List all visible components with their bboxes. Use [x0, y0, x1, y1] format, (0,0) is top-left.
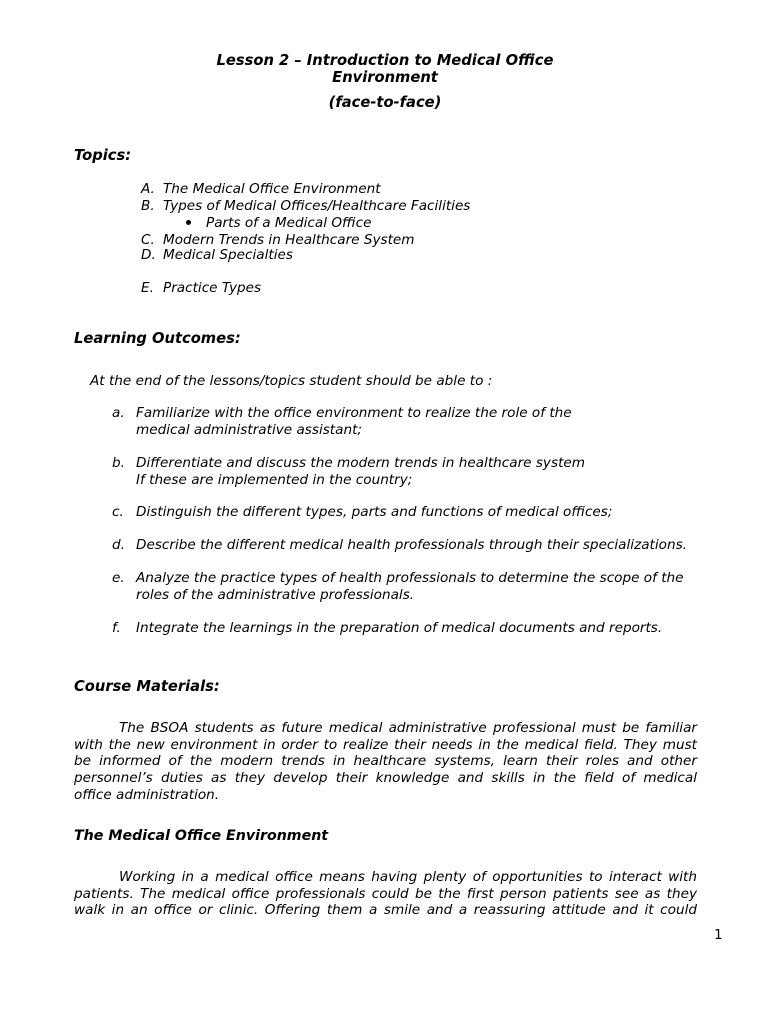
outcome-text [136, 537, 687, 554]
outcome-item-f [112, 620, 662, 637]
paragraph-line: patients. The medical office professionals could be the first person patients see as they [74, 885, 697, 902]
topic-item-b [141, 198, 470, 214]
paragraph-line: Working in a medical office means having plenty of opportunities to interact with [119, 869, 697, 885]
page-number: 1 [714, 927, 723, 943]
topic-item-d [141, 247, 293, 263]
paragraph-line: be informed of the modern trends in healthcare systems, learn their roles and other [74, 753, 697, 770]
bullet-icon [186, 220, 191, 225]
outcome-line: Differentiate and discuss the modern trends in healthcare system [136, 455, 585, 471]
outcome-marker: f. [112, 620, 121, 636]
outcome-line: Familiarize with the office environment to realize the role of the [136, 405, 572, 421]
outcome-line: Integrate the learnings in the preparation of medical documents and reports. [136, 620, 663, 636]
outcome-line: Describe the different medical health professionals through their specializations. [136, 537, 687, 553]
topic-text: Types of Medical Offices/Healthcare Facilities [163, 198, 471, 214]
topic-subitem [186, 215, 371, 231]
document-subtitle: (face-to-face) [328, 94, 442, 111]
topic-marker: C. [141, 232, 155, 248]
outcome-item-e [112, 570, 684, 603]
paragraph-line: with the new environment in order to realize their needs in the medical field. They must [74, 736, 697, 753]
outcome-text [136, 405, 572, 438]
outcome-line: medical administrative assistant; [136, 421, 362, 438]
learning-outcomes-intro: At the end of the lessons/topics student should be able to : [90, 373, 493, 389]
topic-marker: E. [141, 280, 154, 296]
outcome-text [136, 504, 612, 521]
topic-text: Modern Trends in Healthcare System [163, 232, 415, 248]
topic-item-c [141, 232, 415, 248]
course-materials-heading: Course Materials: [74, 678, 220, 695]
topic-marker: A. [141, 181, 155, 197]
topic-text: Practice Types [163, 280, 262, 296]
topic-subitem-text: Parts of a Medical Office [206, 215, 372, 231]
outcome-line: Analyze the practice types of health professionals to determine the scope of the [136, 570, 684, 586]
outcome-text [136, 455, 585, 488]
outcome-item-c [112, 504, 612, 521]
outcome-text [136, 620, 662, 637]
outcome-item-b [112, 455, 585, 488]
outcome-line: Distinguish the different types, parts and functions of medical offices; [136, 504, 613, 520]
outcome-marker: c. [112, 504, 124, 520]
topic-marker: B. [141, 198, 155, 214]
learning-outcomes-heading: Learning Outcomes: [74, 330, 241, 347]
topic-text: Medical Specialties [163, 247, 293, 263]
paragraph-line: personnel’s duties as they develop their knowledge and skills in the field of medical [74, 770, 697, 787]
topic-item-e [141, 280, 261, 296]
document-title-line-2: Environment [332, 69, 438, 86]
outcome-marker: d. [112, 537, 125, 553]
topic-text: The Medical Office Environment [163, 181, 381, 197]
section-heading-medical-office-environment: The Medical Office Environment [74, 828, 329, 844]
outcome-item-d [112, 537, 687, 554]
paragraph-line: office administration. [74, 786, 220, 803]
topic-marker: D. [141, 247, 156, 263]
topic-item-a [141, 181, 381, 197]
paragraph-line: The BSOA students as future medical administrative professional must be familiar [119, 720, 697, 736]
outcome-marker: b. [112, 455, 125, 471]
outcome-line: If these are implemented in the country; [136, 471, 413, 488]
course-materials-paragraph [74, 720, 697, 803]
outcome-marker: a. [112, 405, 125, 421]
outcome-line: roles of the administrative professionals. [136, 586, 415, 603]
document-title-line-1: Lesson 2 – Introduction to Medical Office [216, 52, 554, 69]
topics-heading: Topics: [74, 147, 132, 164]
outcome-item-a [112, 405, 572, 438]
outcome-text [136, 570, 684, 603]
medical-office-environment-paragraph [74, 869, 697, 919]
outcome-marker: e. [112, 570, 125, 586]
paragraph-line: walk in an office or clinic. Offering them a smile and a reassuring attitude and it could [74, 902, 697, 919]
